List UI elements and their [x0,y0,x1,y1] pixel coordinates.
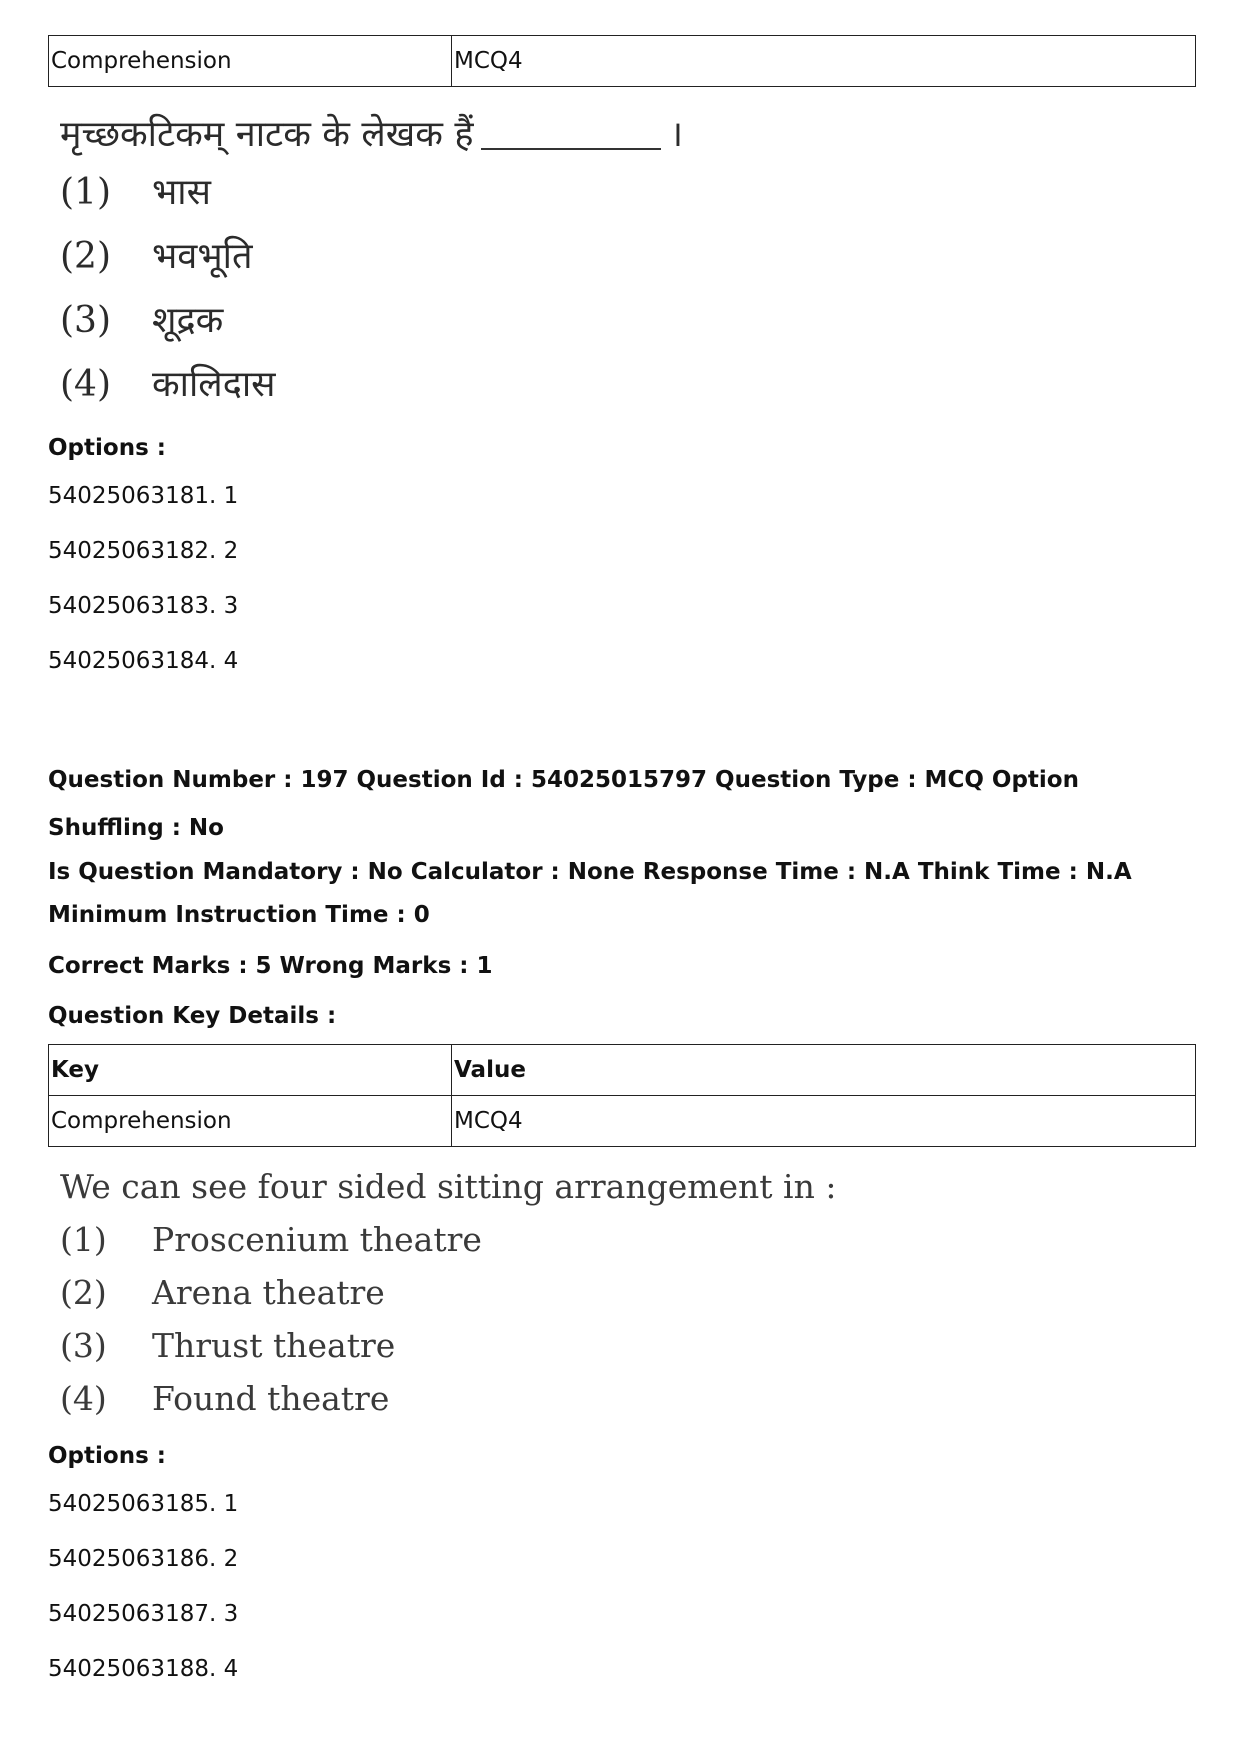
q2-key-details-label: Question Key Details : [48,1003,337,1029]
choice-text: कालिदास [152,364,276,405]
q2-question-image [60,1161,1196,1425]
choice-number: (3) [60,1326,107,1365]
q2-stem: We can see four sided sitting arrangement in : [60,1167,837,1206]
choice-text: Arena theatre [152,1273,385,1312]
choice-number: (1) [60,172,111,213]
q1-choice-2 [60,225,1196,289]
q1-option-id-4: 54025063184. 4 [48,648,239,674]
q1-choice-3 [60,289,1196,353]
q1-option-id-2: 54025063182. 2 [48,538,239,564]
q2-choice-2 [60,1266,1196,1319]
q1-key-table [48,35,1196,87]
choice-number: (4) [60,1379,107,1418]
q1-question-image [60,109,1196,417]
table-cell-value: MCQ4 [452,1096,1196,1147]
table-header-row [49,1045,1196,1096]
choice-text: Found theatre [152,1379,390,1418]
table-cell-value: MCQ4 [452,36,1196,87]
table-cell-key: Comprehension [49,36,452,87]
q2-meta-line-2: Is Question Mandatory : No Calculator : None Response Time : N.A Think Time : N.A [48,859,1132,885]
choice-number: (2) [60,1273,107,1312]
choice-text: शूद्रक [152,300,224,341]
choice-number: (4) [60,364,111,405]
choice-text: Thrust theatre [152,1326,396,1365]
choice-text: भवभूति [152,236,253,277]
q2-option-id-4: 54025063188. 4 [48,1656,239,1682]
table-cell-key: Comprehension [49,1096,452,1147]
q2-option-id-2: 54025063186. 2 [48,1546,239,1572]
q2-key-table [48,1044,1196,1147]
q1-stem [60,109,1196,161]
q2-choice-3 [60,1319,1196,1372]
q1-options-label: Options : [48,435,166,461]
q2-options-label: Options : [48,1443,166,1469]
q2-choice-1 [60,1213,1196,1266]
choice-text: भास [152,172,211,213]
question-page [48,35,1196,1684]
q2-choice-4 [60,1372,1196,1425]
q2-meta-line-3: Minimum Instruction Time : 0 [48,902,430,928]
q1-option-id-3: 54025063183. 3 [48,593,239,619]
q2-option-id-1: 54025063185. 1 [48,1491,239,1517]
q1-option-id-1: 54025063181. 1 [48,483,239,509]
table-row [49,36,1196,87]
choice-number: (3) [60,300,111,341]
q2-marks: Correct Marks : 5 Wrong Marks : 1 [48,953,493,979]
table-header-value: Value [452,1045,1196,1096]
q1-stem-text: मृच्छकटिकम् नाटक के लेखक हैं [60,114,474,155]
choice-number: (1) [60,1220,107,1259]
choice-text: Proscenium theatre [152,1220,482,1259]
choice-number: (2) [60,236,111,277]
q1-choice-4 [60,353,1196,417]
q1-blank [481,148,661,150]
q2-meta-line-1: Question Number : 197 Question Id : 54025015797 Question Type : MCQ Option Shuffling : No [48,767,1079,841]
q1-choice-1 [60,161,1196,225]
q2-meta [48,756,1196,1040]
table-row [49,1096,1196,1147]
q2-option-id-3: 54025063187. 3 [48,1601,239,1627]
q1-stem-end: । [669,114,684,155]
table-header-key: Key [49,1045,452,1096]
